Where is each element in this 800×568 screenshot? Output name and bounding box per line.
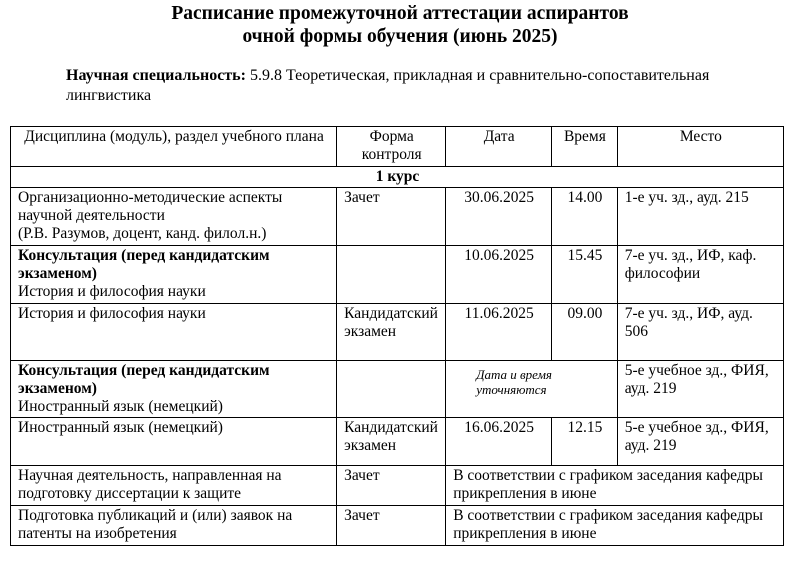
place-cell: 1-е уч. зд., ауд. 215	[617, 188, 783, 246]
discipline-cell	[11, 188, 337, 246]
header-discipline: Дисциплина (модуль), раздел учебного плана	[11, 127, 337, 167]
specialty-label: Научная специальность:	[66, 67, 246, 84]
place-cell: 5-е учебное зд., ФИЯ, ауд. 219	[617, 418, 783, 466]
table-row	[11, 466, 784, 506]
table-row	[11, 188, 784, 246]
table-row	[11, 246, 784, 304]
form-cell: Зачет	[337, 188, 446, 246]
header-date: Дата	[446, 127, 552, 167]
form-cell: Зачет	[337, 466, 446, 506]
table-row	[11, 506, 784, 546]
title-line-1: Расписание промежуточной аттестации аспирантов	[171, 3, 629, 24]
section-label: 1 курс	[11, 167, 784, 188]
discipline-cell: Подготовка публикаций и (или) заявок на патенты на изобретения	[11, 506, 337, 546]
discipline-text: Организационно-методические аспекты научной деятельности	[18, 189, 283, 224]
discipline-cell: История и философия науки	[11, 304, 337, 361]
discipline-cell: Иностранный язык (немецкий)	[11, 418, 337, 466]
discipline-teacher: (Р.В. Разумов, доцент, канд. филол.н.)	[18, 225, 267, 242]
date-cell: 30.06.2025	[446, 188, 552, 246]
discipline-cell	[11, 246, 337, 304]
date-time-note: Дата и время уточняются	[446, 361, 618, 418]
schedule-table	[10, 126, 784, 546]
consultation-label: Консультация (перед кандидатским экзаменом)	[18, 247, 270, 282]
header-place: Место	[617, 127, 783, 167]
consultation-label: Консультация (перед кандидатским экзаменом)	[18, 362, 270, 397]
discipline-cell: Научная деятельность, направленная на подготовку диссертации к защите	[11, 466, 337, 506]
header-form: Форма контроля	[337, 127, 446, 167]
discipline-cell	[11, 361, 337, 418]
form-cell: Кандидатский экзамен	[337, 304, 446, 361]
document-title	[0, 2, 800, 48]
form-cell	[337, 246, 446, 304]
table-row	[11, 361, 784, 418]
time-cell: 09.00	[552, 304, 618, 361]
place-cell: 7-е уч. зд., ИФ, ауд. 506	[617, 304, 783, 361]
schedule-note-cell: В соответствии с графиком заседания кафедры прикрепления в июне	[446, 466, 784, 506]
date-cell: 11.06.2025	[446, 304, 552, 361]
schedule-note-cell: В соответствии с графиком заседания кафедры прикрепления в июне	[446, 506, 784, 546]
title-line-2: очной формы обучения (июнь 2025)	[242, 26, 558, 47]
time-cell: 14.00	[552, 188, 618, 246]
specialty	[66, 66, 726, 106]
date-cell: 10.06.2025	[446, 246, 552, 304]
form-cell	[337, 361, 446, 418]
form-cell: Кандидатский экзамен	[337, 418, 446, 466]
place-cell: 5-е учебное зд., ФИЯ, ауд. 219	[617, 361, 783, 418]
section-row	[11, 167, 784, 188]
discipline-text: Иностранный язык (немецкий)	[18, 398, 223, 415]
time-cell: 12.15	[552, 418, 618, 466]
discipline-text: История и философия науки	[18, 283, 206, 300]
table-row	[11, 304, 784, 361]
specialty-value: 5.9.8 Теоретическая, прикладная и сравнительно-сопоставительная лингвистика	[66, 67, 710, 104]
table-row	[11, 418, 784, 466]
place-cell: 7-е уч. зд., ИФ, каф. философии	[617, 246, 783, 304]
form-cell: Зачет	[337, 506, 446, 546]
table-header-row	[11, 127, 784, 167]
date-cell: 16.06.2025	[446, 418, 552, 466]
time-cell: 15.45	[552, 246, 618, 304]
header-time: Время	[552, 127, 618, 167]
